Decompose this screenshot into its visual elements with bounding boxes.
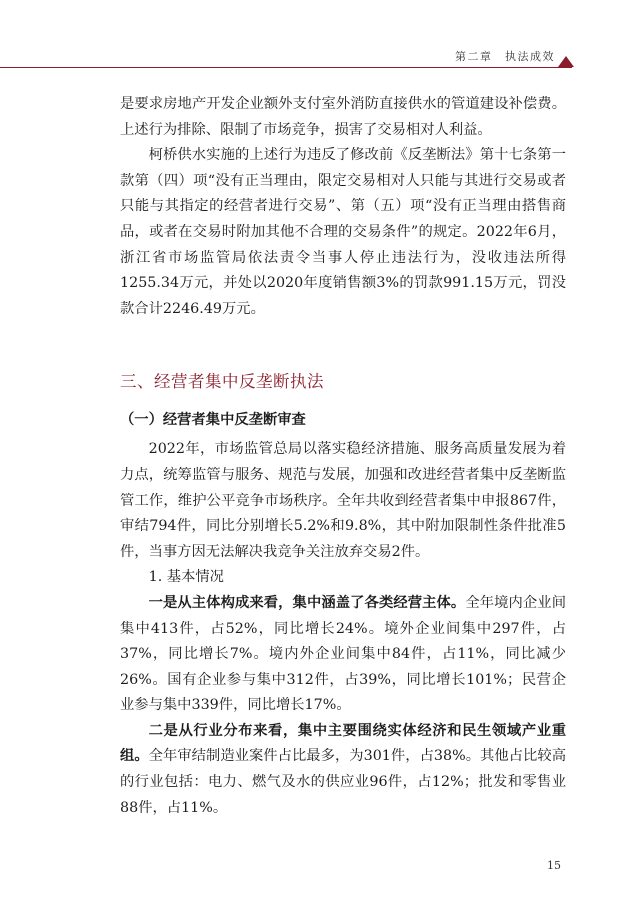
header-triangle-ornament (558, 56, 574, 67)
header-rule (0, 67, 572, 68)
point-2-body: 全年审结制造业案件占比最多，为301件，占38%。其他占比较高的行业包括：电力、燃气及水的供应业96件，占12%；批发和零售业88件，占11%。 (120, 748, 566, 816)
point-1-body: 全年境内企业间集中413件，占52%，同比增长24%。境外企业间集中297件，占37%，同比增长7%。境内外企业间集中84件，占11%，同比减少26%。国有企业参与集中312件，占39%，同比增长101%；民营企业参与集中339件，同比增长17%。 (120, 594, 567, 714)
page-number: 15 (547, 859, 561, 872)
subsection-title: （一）经营者集中反垄断审查 (120, 412, 306, 429)
section-title: 三、经营者集中反垄断执法 (120, 372, 324, 392)
point-1-lead: 一是从主体构成来看，集中涵盖了各类经营主体。 (148, 594, 466, 611)
paragraph-point-2 (120, 719, 566, 821)
paragraph-intro: 2022年，市场监管总局以落实稳经济措施、服务高质量发展为着力点，统筹监管与服务、规范与发展，加强和改进经营者集中反垄断监管工作，维护公平竞争市场秩序。全年共收到经营者集中申报867件，审结794件，同比分别增长5.2%和9.8%，其中附加限制性条件批准5件，当事方因无法解决我竞争关注放弃交易2件。 (120, 441, 566, 560)
point-2-lead: 二是从行业分布来看，集中主要围绕实体经济和民生领域产业重组。 (120, 722, 566, 765)
running-header (0, 42, 642, 68)
chapter-label: 第二章 执法成效 (455, 50, 555, 63)
paragraph-continuation: 是要求房地产开发企业额外支付室外消防直接供水的管道建设补偿费。上述行为排除、限制了市场竞争，损害了交易相对人利益。 (120, 96, 566, 138)
paragraph-violation-ruling: 柯桥供水实施的上述行为违反了修改前《反垄断法》第十七条第一款第（四）项“没有正当理由，限定交易相对人只能与其进行交易或者只能与其指定的经营者进行交易”、第（五）项“没有正当理由搭售商品，或者在交易时附加其他不合理的交易条件”的规定。2022年6月，浙江省市场监管局依法责令当事人停止违法行为，没收违法所得1255.34万元，并处以2020年度销售额3%的罚款991.15万元，罚没款合计2246.49万元。 (120, 147, 566, 317)
item-heading: 1. 基本情况 (148, 569, 224, 586)
page-body (120, 92, 566, 821)
paragraph-point-1 (120, 591, 566, 719)
